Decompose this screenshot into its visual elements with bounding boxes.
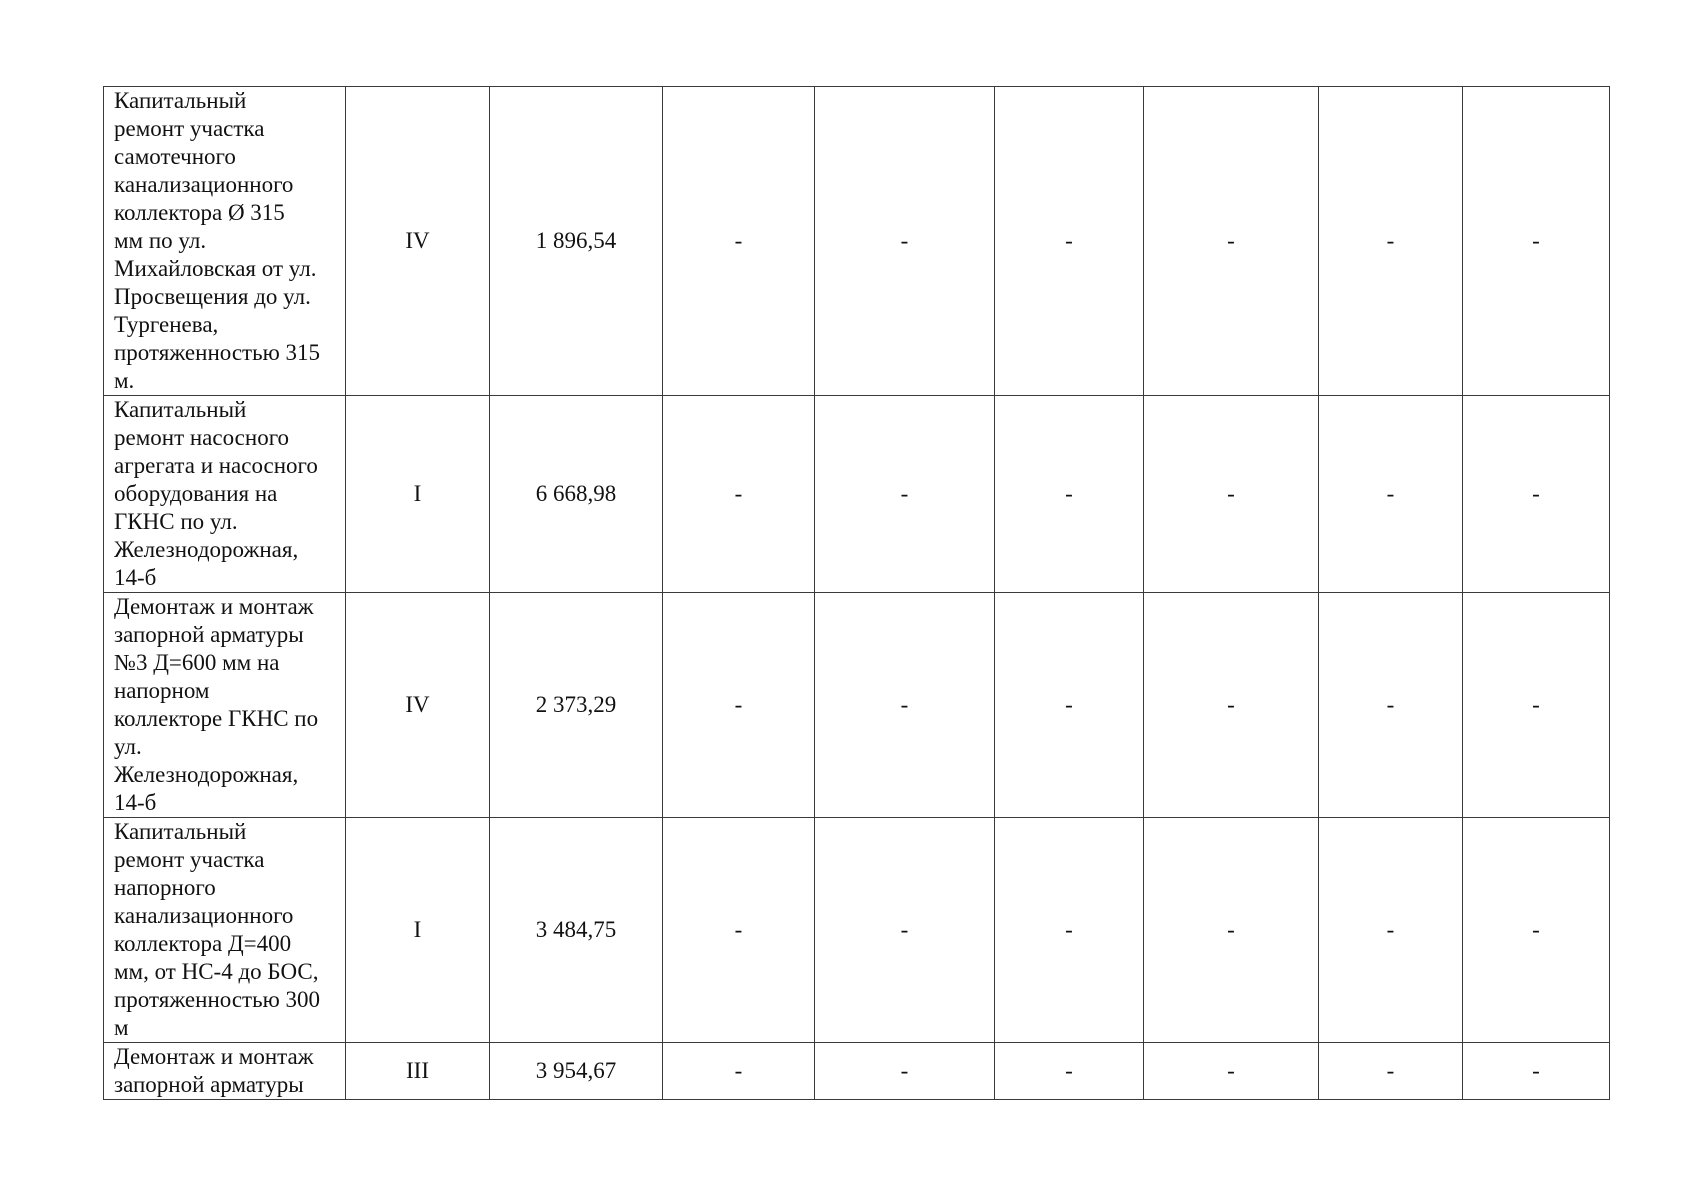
work-description-cell (104, 396, 346, 593)
value-cell: - (995, 818, 1144, 1043)
work-description-cell (104, 87, 346, 396)
value-cell: - (1319, 593, 1463, 818)
amount-cell: 6 668,98 (490, 396, 663, 593)
value-cell: - (663, 87, 815, 396)
work-description: Капитальный ремонт насосного агрегата и насосного оборудования на ГКНС по ул. Железнодорожная, 14-б (114, 397, 318, 590)
work-description-cell (104, 818, 346, 1043)
value-cell: - (815, 593, 995, 818)
value-cell: - (1463, 87, 1610, 396)
category-cell: I (346, 396, 490, 593)
table-row (104, 593, 1610, 818)
amount-cell: 2 373,29 (490, 593, 663, 818)
value-cell: - (995, 593, 1144, 818)
value-cell: - (1319, 1043, 1463, 1100)
amount-cell: 1 896,54 (490, 87, 663, 396)
category-cell: III (346, 1043, 490, 1100)
value-cell: - (815, 1043, 995, 1100)
value-cell: - (1319, 818, 1463, 1043)
work-description: Демонтаж и монтаж запорной арматуры (114, 1044, 314, 1097)
value-cell: - (995, 396, 1144, 593)
value-cell: - (1463, 818, 1610, 1043)
value-cell: - (1463, 396, 1610, 593)
value-cell: - (995, 1043, 1144, 1100)
value-cell: - (1319, 87, 1463, 396)
value-cell: - (815, 818, 995, 1043)
amount-cell: 3 484,75 (490, 818, 663, 1043)
value-cell: - (1144, 87, 1319, 396)
value-cell: - (1463, 1043, 1610, 1100)
amount-cell: 3 954,67 (490, 1043, 663, 1100)
value-cell: - (663, 396, 815, 593)
category-cell: IV (346, 593, 490, 818)
value-cell: - (815, 396, 995, 593)
value-cell: - (1144, 396, 1319, 593)
table-row (104, 396, 1610, 593)
category-cell: I (346, 818, 490, 1043)
value-cell: - (663, 818, 815, 1043)
value-cell: - (1319, 396, 1463, 593)
work-description: Капитальный ремонт участка напорного канализационного коллектора Д=400 мм, от НС-4 до БОС, протяженностью 300 м (114, 819, 321, 1040)
work-description: Капитальный ремонт участка самотечного канализационного коллектора Ø 315 мм по ул. Михайловская от ул. Просвещения до ул. Тургенева, протяженностью 315 м. (114, 88, 321, 393)
work-description: Демонтаж и монтаж запорной арматуры №3 Д=600 мм на напорном коллекторе ГКНС по ул. Железнодорожная, 14-б (114, 594, 319, 815)
value-cell: - (1144, 818, 1319, 1043)
table-row (104, 1043, 1610, 1100)
work-description-cell (104, 1043, 346, 1100)
value-cell: - (1144, 1043, 1319, 1100)
category-cell: IV (346, 87, 490, 396)
value-cell: - (815, 87, 995, 396)
value-cell: - (1463, 593, 1610, 818)
table-row (104, 87, 1610, 396)
table-row (104, 818, 1610, 1043)
value-cell: - (1144, 593, 1319, 818)
value-cell: - (663, 593, 815, 818)
value-cell: - (995, 87, 1144, 396)
work-description-cell (104, 593, 346, 818)
value-cell: - (663, 1043, 815, 1100)
works-table (103, 86, 1610, 1100)
